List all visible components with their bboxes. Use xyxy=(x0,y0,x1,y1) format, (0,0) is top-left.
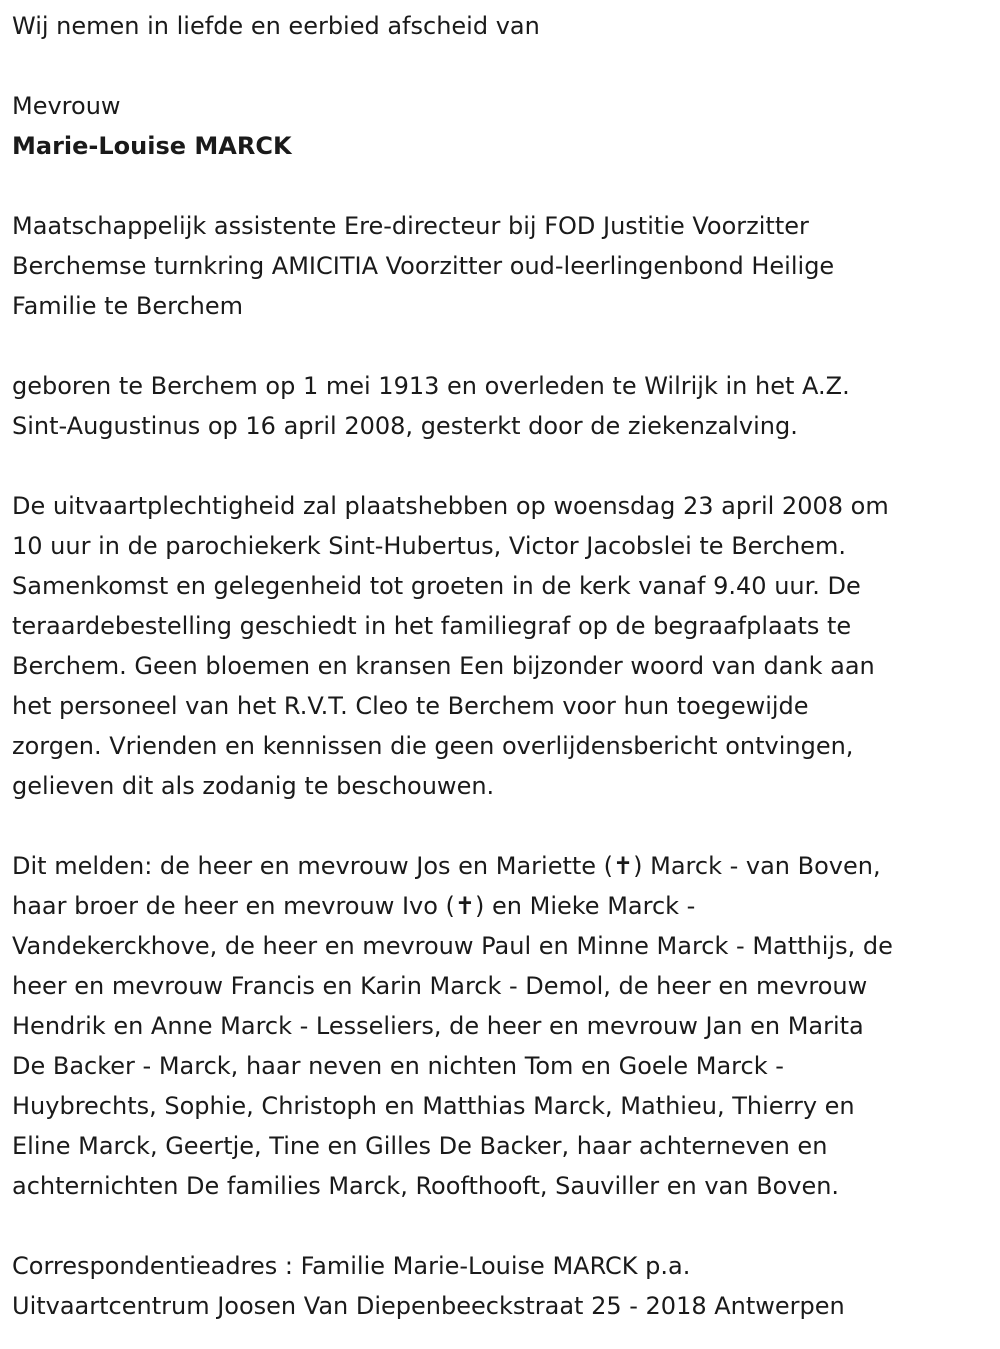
functions-line: Familie te Berchem xyxy=(12,292,244,320)
family-line: haar broer de heer en mevrouw Ivo (✝) en Mieke Marck - xyxy=(12,892,696,920)
spacer xyxy=(12,1206,990,1246)
functions-line: Berchemse turnkring AMICITIA Voorzitter oud-leerlingenbond Heilige xyxy=(12,252,835,280)
funeral-line: Samenkomst en gelegenheid tot groeten in de kerk vanaf 9.40 uur. De xyxy=(12,572,861,600)
funeral-line: het personeel van het R.V.T. Cleo te Berchem voor hun toegewijde xyxy=(12,692,809,720)
family-line: Vandekerckhove, de heer en mevrouw Paul en Minne Marck - Matthijs, de xyxy=(12,932,893,960)
family-line: De Backer - Marck, haar neven en nichten Tom en Goele Marck - xyxy=(12,1052,784,1080)
family-line: Hendrik en Anne Marck - Lesseliers, de heer en mevrouw Jan en Marita xyxy=(12,1012,864,1040)
spacer xyxy=(12,446,990,486)
correspondence-line: Uitvaartcentrum Joosen Van Diepenbeeckstraat 25 - 2018 Antwerpen xyxy=(12,1292,845,1320)
spacer xyxy=(12,46,990,86)
birth-death-line: geboren te Berchem op 1 mei 1913 en overleden te Wilrijk in het A.Z. xyxy=(12,372,850,400)
correspondence-line: Correspondentieadres : Familie Marie-Louise MARCK p.a. xyxy=(12,1252,691,1280)
funeral-line: zorgen. Vrienden en kennissen die geen overlijdensbericht ontvingen, xyxy=(12,732,854,760)
correspondence-paragraph xyxy=(12,1246,990,1326)
intro-text: Wij nemen in liefde en eerbied afscheid van xyxy=(12,12,540,40)
family-paragraph xyxy=(12,846,990,1206)
spacer xyxy=(12,326,990,366)
funeral-line: 10 uur in de parochiekerk Sint-Hubertus, Victor Jacobslei te Berchem. xyxy=(12,532,846,560)
functions-line: Maatschappelijk assistente Ere-directeur bij FOD Justitie Voorzitter xyxy=(12,212,809,240)
spacer xyxy=(12,166,990,206)
funeral-line: Berchem. Geen bloemen en kransen Een bijzonder woord van dank aan xyxy=(12,652,875,680)
family-line: heer en mevrouw Francis en Karin Marck - Demol, de heer en mevrouw xyxy=(12,972,868,1000)
deceased-name: Marie-Louise MARCK xyxy=(12,132,292,160)
spacer xyxy=(12,806,990,846)
funeral-line: teraardebestelling geschiedt in het familiegraf op de begraafplaats te xyxy=(12,612,852,640)
funeral-paragraph xyxy=(12,486,990,806)
funeral-line: De uitvaartplechtigheid zal plaatshebben op woensdag 23 april 2008 om xyxy=(12,492,889,520)
family-line: Dit melden: de heer en mevrouw Jos en Mariette (✝) Marck - van Boven, xyxy=(12,852,881,880)
birth-death-paragraph xyxy=(12,366,990,446)
honorific: Mevrouw xyxy=(12,92,121,120)
family-line: Eline Marck, Geertje, Tine en Gilles De Backer, haar achterneven en xyxy=(12,1132,828,1160)
obituary-notice xyxy=(12,6,990,1326)
functions-paragraph xyxy=(12,206,990,326)
family-line: Huybrechts, Sophie, Christoph en Matthias Marck, Mathieu, Thierry en xyxy=(12,1092,855,1120)
birth-death-line: Sint-Augustinus op 16 april 2008, gesterkt door de ziekenzalving. xyxy=(12,412,798,440)
family-line: achternichten De families Marck, Roofthooft, Sauviller en van Boven. xyxy=(12,1172,840,1200)
funeral-line: gelieven dit als zodanig te beschouwen. xyxy=(12,772,495,800)
